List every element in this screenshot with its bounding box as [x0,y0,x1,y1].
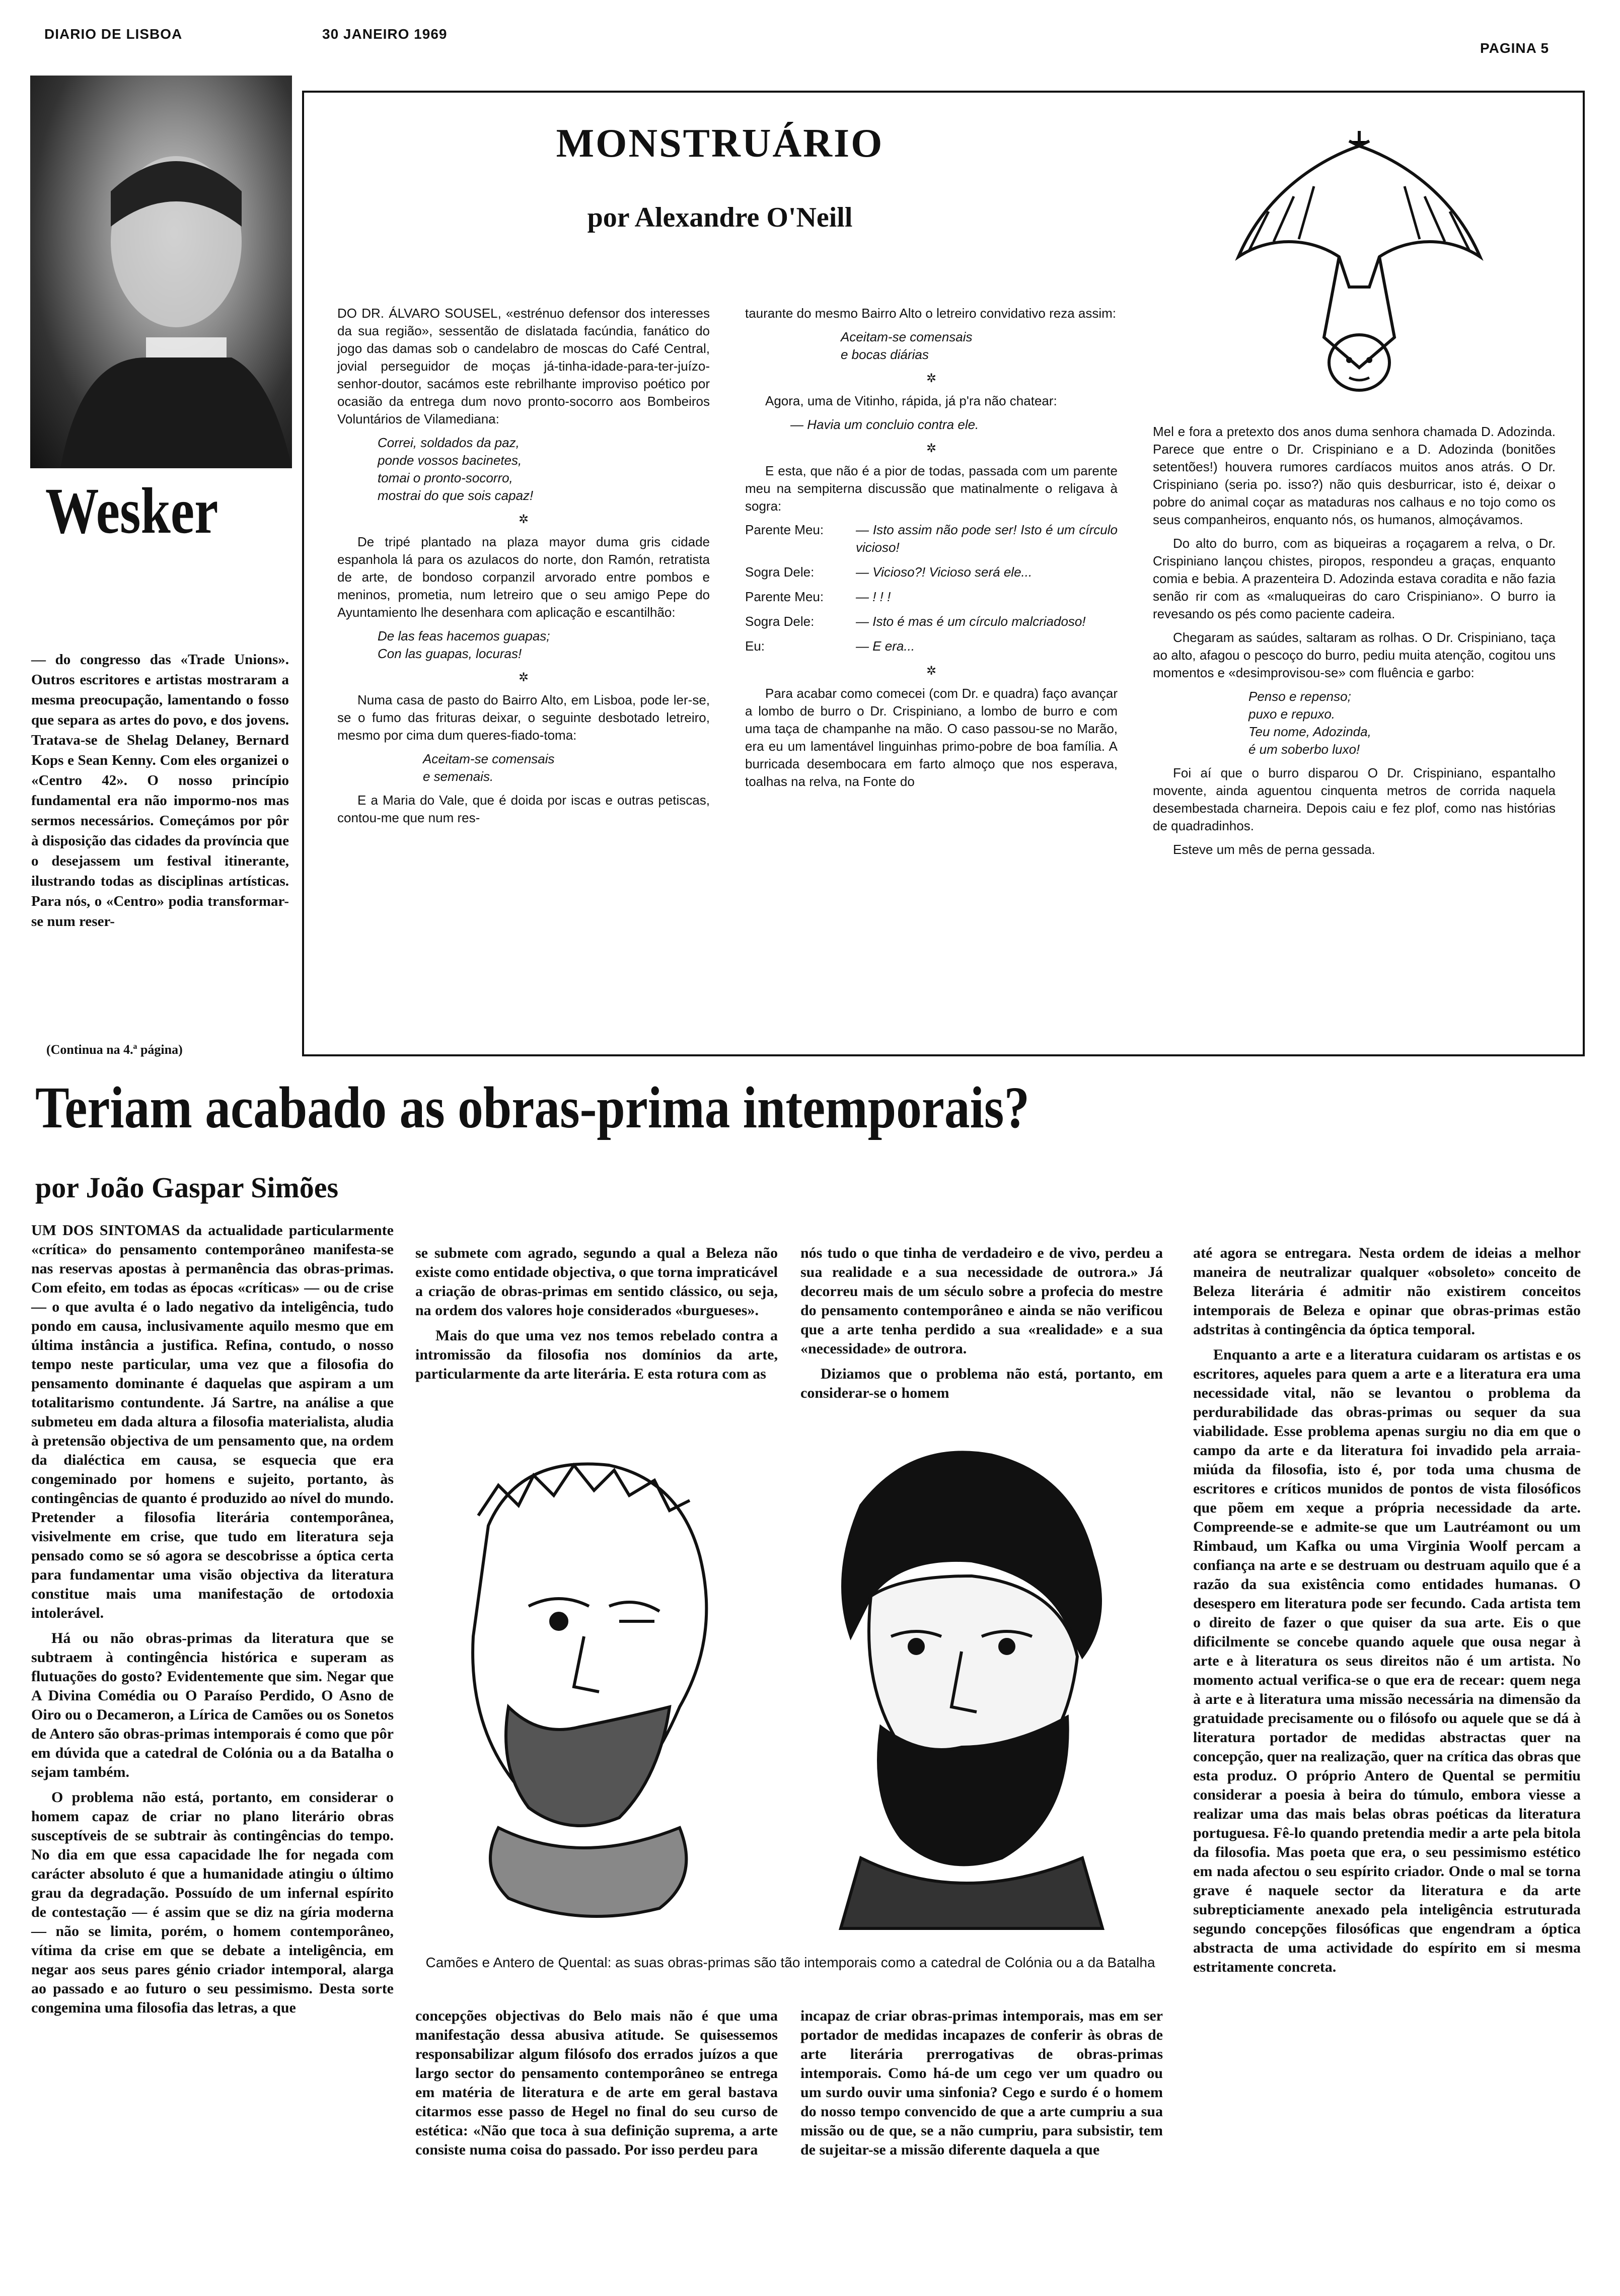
article-paragraph: até agora se entregara. Nesta ordem de ideias a melhor maneira de neutralizar qualquer «obsoleto» conceito de Beleza literária é admitir não existirem conceitos intemporais de Beleza e opinar que obras-primas estão adstritas à contingência da óptica temporal. [1193,1245,1581,1338]
dialogue-speaker: Parente Meu: [745,522,824,537]
antero-portrait [841,1452,1102,1928]
article-paragraph: se submete com agrado, segundo a qual a Beleza não existe como entidade objectiva, o que torna impraticável a criação de obras-primas em sentido clássico, ou seja, na ordem dos valores hoje considerados «burgueses». [415,1245,778,1319]
monstruario-col1 [337,305,710,833]
star-separator: ✲ [518,671,529,684]
article-paragraph: Mais do que uma vez nos temos rebelado contra a intromissão da filosofia nos domínios da arte, particularmente da arte literária. E esta rotura com as [415,1327,778,1382]
mon-c2-p2: Agora, uma de Vitinho, rápida, já p'ra não chatear: [765,393,1057,408]
monstruario-col3 [1153,423,1556,865]
dialogue-line [745,521,1118,556]
article-col1 [31,1221,394,2024]
dialogue-text: — Isto assim não pode ser! Isto é um círculo vicioso! [856,522,1118,555]
dialogue-line [745,563,1118,581]
dialogue-text: — Vicioso?! Vicioso será ele... [856,564,1033,580]
mon-c1-p4: E a Maria do Vale, que é doida por iscas e outras petiscas, contou-me que num res- [337,793,710,825]
mon-c1-verse3: Aceitam-se comensais e semenais. [423,751,555,784]
issue-date: 30 JANEIRO 1969 [322,26,448,42]
dialogue-text: — E era... [856,638,915,654]
article-col4 [1193,1244,1581,1983]
dialogue-line [745,613,1118,630]
mon-c1-p3: Numa casa de pasto do Bairro Alto, em Lisboa, pode ler-se, se o fumo das frituras deixar, o seguinte desbotado letreiro, mesmo por cima dum queres-fiado-toma: [337,692,710,743]
mon-c1-p1: DO DR. ÁLVARO SOUSEL, «estrénuo defensor dos interesses da sua região», sessentão de dislatada facúndia, fanático do jogo das damas sob o candelabro de moscas do Café Central, jovial perseguidor de moças já-tinha-idade-para-ter-juízo-senhor-doutor, sacámos este rebrilhante improviso poético por ocasião da entrega dum novo pronto-socorro aos Bombeiros Voluntários de Vilamediana: [337,306,710,426]
dialogue-speaker: Sogra Dele: [745,614,815,629]
star-separator: ✲ [926,372,937,385]
article-paragraph: incapaz de criar obras-primas intemporais, mas em ser portador de medidas incapazes de conferir às obras de arte literária prerrogativas de obras-primas intemporais. Como há-de um cego ver um quadro ou um surdo ouvir uma sinfonia? Cego e surdo é o homem do nosso tempo convencido de que a arte cumpriu a sua missão ou de que, se a não cumpriu, para subsistir, tem de sujeitar-se a missão diferente daquela a que [800,2007,1163,2158]
star-separator: ✲ [926,442,937,455]
mon-c3-p5: Esteve um mês de perna gessada. [1173,842,1375,857]
portraits-illustration [418,1425,1163,1949]
article-paragraph: O problema não está, portanto, em considerar o homem capaz de criar no plano literário obras susceptíveis de se subtrair às contingências do tempo. No dia em que essa capacidade lhe for negada com carácter absoluto é que a humanidade atingiu o último grau da degradação. Possuído de um infernal espírito de contestação — é assim que se diz na gíria moderna — não se limita, porém, o homem contemporâneo, vítima da crise em que se debate a inteligência, em negar aos seus pares génio criador intemporal, alarga ao passado e ao futuro o seu pessimismo. Desta sorte congemina uma filosofia das letras, a que [31,1789,394,2016]
dialogue-speaker: Eu: [745,638,765,654]
article-byline: por João Gaspar Simões [35,1171,339,1204]
mon-c2-verse1: Aceitam-se comensais e bocas diárias [841,329,973,362]
article-paragraph: UM DOS SINTOMAS da actualidade particularmente «crítica» do pensamento contemporâneo manifesta-se nas reservas apostas à permanência das obras-primas. Com efeito, em todas as épocas «críticas» — ou de crise — o que avulta é o lado negativo da inteligência, tudo pondo em causa, inclusivamente aquilo mesmo que em última instância a justifica. Refina, contudo, o nosso tempo neste particular, uma vez que a filosofia do pensamento dominante é daquelas que aspiram a um totalitarismo contundente. Já Sartre, na análise a que submeteu em dada altura a filosofia materialista, aludia à pretensão objectiva de um pensamento que, na ordem da dialéctica em causa, se esquecia que era congeminado por homens e sujeito, portanto, às contingências de quanto é produzido ao nível do mundo. Pretender a filosofia literária contemporânea, visivelmente em crise, que tudo em literatura seja pensado como se só agora se descobrisse a óptica certa para fundamentar uma visão objectiva da literatura constitue mais uma manifestação de ortodoxia intolerável. [31,1222,394,1621]
dialogue-line [745,588,1118,606]
article-headline: Teriam acabado as obras-prima intemporais? [35,1074,1030,1140]
mon-c2-p4: Para acabar como comecei (com Dr. e quadra) faço avançar a lombo de burro o Dr. Crispiniano, a lombo de burro e com uma taça de champanhe na mão. O caso passou-se no Marão, era eu um lamentável linguinhas primo-pobre de boa família. A burricada desembocara em farto almoço que nos esperava, toalhas na relva, na Fonte do [745,686,1118,789]
wesker-paragraph: — do congresso das «Trade Unions». Outros escritores e artistas mostraram a mesma preocupação, lamentando o fosso que separa as artes do povo, e dos jovens. Tratava-se de Shelag Delaney, Bernard Kops e Sean Kenny. Com eles organizei o «Centro 42». O nosso princípio fundamental era não impormo-nos mas sermos necessários. Começámos por pôr à disposição das cidades da província que o desejassem um festival itinerante, ilustrando todas as disciplinas artísticas. Para nós, o «Centro» podia transformar-se num reser- [31,652,289,929]
paper-name: DIARIO DE LISBOA [44,26,183,42]
camoes-antero-portraits-icon [418,1425,1163,1949]
mon-c2-verse2: — Havia um concluio contra ele. [790,417,979,432]
dialogue-speaker: Parente Meu: [745,589,824,604]
mon-c2-p3: E esta, que não é a pior de todas, passada com um parente meu na sempiterna discussão que matinalmente o religava à sogra: [745,463,1118,514]
page-number: PAGINA 5 [1480,40,1550,56]
article-col3 [800,1244,1163,1409]
wesker-photo [30,76,292,468]
article-col2-bottom [415,2006,778,2166]
angel-icon [1208,126,1510,408]
camoes-portrait [473,1464,706,1917]
article-col3-bottom [800,2006,1163,2166]
star-separator: ✲ [518,513,529,526]
dialogue-text: — ! ! ! [856,589,891,604]
mon-c3-p3: Chegaram as saúdes, saltaram as rolhas. O Dr. Crispiniano, taça ao alto, afagou o pescoço do burro, pediu muita atenção, cogitou uns momentos e «desimprovisou-se» com fluência e garbo: [1153,630,1556,680]
portraits-caption: Camões e Antero de Quental: as suas obras-primas são tão intemporais como a catedral de Colónia ou a da Batalha [425,1955,1155,1970]
monstruario-title: MONSTRUÁRIO [556,121,884,166]
mon-c3-verse: Penso e repenso; puxo e repuxo. Teu nome, Adozinda, é um soberbo luxo! [1248,689,1371,757]
mon-c3-p2: Do alto do burro, com as biqueiras a roçagarem a relva, o Dr. Crispiniano lançou chistes, piropos, respondeu a graças, enquanto comia e bebia. A prazenteira D. Adozinda estava coradita e não fazia senão rir com as «maluqueiras do caro Crispiniano». O burro ia revesando os pés como paciente cadeira. [1153,536,1556,621]
dialogue-text: — Isto é mas é um círculo malcriadoso! [856,614,1086,629]
monstruario-col2 [745,305,1118,797]
portrait-icon [30,76,292,468]
mon-c1-verse1: Correi, soldados da paz, ponde vossos bacinetes, tomai o pronto-socorro, mostrai do que sois capaz! [378,435,534,503]
mon-c2-p1: taurante do mesmo Bairro Alto o letreiro convidativo reza assim: [745,306,1117,321]
dialogue [745,521,1118,655]
mon-c3-p1: Mel e fora a pretexto dos anos duma senhora chamada D. Adozinda. Parece que entre o Dr. Crispiniano e a D. Adozinda (bonitões setentões!) houvera rumores cardíacos muitos anos atrás. O Dr. Crispiniano (seria po. isso?) não quis desburricar, isto é, deixar o pobre do animal coçar as mataduras nos calhaus e no tojo como os seus companheiros, enquanto nós, os humanos, almoçávamos. [1153,424,1556,527]
wesker-title: Wesker [45,475,218,547]
article-paragraph: nós tudo o que tinha de verdadeiro e de vivo, perdeu a sua realidade e a sua necessidade de outrora.» Já decorreu mais de um século sobre a profecia do mestre do pensamento contemporâneo e ainda se não verificou que a arte tenha perdido a sua «realidade» e a sua «necessidade» de outrora. [800,1245,1163,1357]
wesker-continued: (Continua na 4.ª página) [46,1042,183,1057]
article-paragraph: Enquanto a arte e a literatura cuidaram os artistas e os escritores, aqueles para quem a arte e a literatura era uma necessidade vital, não se levantou o problema da perdurabilidade das obras-primas ou sequer da sua viabilidade. Esse problema apenas surgiu no dia em que o campo da arte e da literatura foi invadido pela arraia-miúda da filosofia, isto é, por toda uma chusma de escritores e críticos munidos de pontos de vista filosóficos que põem em xeque a própria necessidade da arte. Compreende-se e admite-se que um Lautréamont ou um Rimbaud, um Kafka ou uma Virginia Woolf percam a confiança na arte e se destruam ou destruam aquilo que é a razão da sua existência como entidades humanas. O desespero em literatura pode ser fecundo. Cada artista tem o direito de fazer o que quiser da sua arte. Eis o que dificilmente se concebe quando aquele que ousa negar à arte e à literatura os seus direitos não é um artista. No momento actual verifica-se o que era de recear: quem nega à arte e à literatura uma missão necessária na dimensão da gratuidade precisamente ou o filósofo ou aquele que se dá à literatura portador de medidas abstractas quer na concepção, quer na realização, quer na crítica das obras que esta produz. O próprio Antero de Quental se permitiu considerar a poesia à beira do túmulo, embora viesse a realizar uma das mais belas obras poéticas da literatura portuguesa. Fê-lo quando pretendia medir a arte pela bitola da filosofia. Mas poeta que era, o seu pessimismo estético em nada afectou o seu espírito criador. Onde o mal se torna grave é naquele sector da literatura e da arte subrepticiamente anexado pela inteligência estruturada segundo concepções filosóficas que engendram a óptica abstracta de uma actividade do espírito em si mesma estritamente concreta. [1193,1346,1581,1975]
mon-c1-p2: De tripé plantado na plaza mayor duma gris cidade espanhola lá para os azulacos do norte, don Ramón, retratista de arte, de bondoso corpanzil arvorado entre pombos e meninos, prometia, num letreiro que o seu amigo Pepe do Ayuntamiento lhe desenhara com aplicação e escantilhão: [337,534,710,620]
angel-illustration [1208,126,1510,408]
article-paragraph: Há ou não obras-primas da literatura que se subtraem à contingência histórica e superam as flutuações do gosto? Evidentemente que sim. Negar que A Divina Comédia ou O Paraíso Perdido, O Asno de Oiro ou o Decameron, a Lírica de Camões ou os Sonetos de Antero são obras-primas intemporais é como que pôr em dúvida que a catedral de Colónia ou a da Batalha o sejam também. [31,1630,394,1780]
wesker-body [31,650,289,938]
mon-c3-p4: Foi aí que o burro disparou O Dr. Crispiniano, espantalho movente, ainda aguentou cinquenta metros de corrida naquela desembestada charneira. Depois caiu e fez plof, como nas histórias de quadradinhos. [1153,765,1556,833]
article-paragraph: Diziamos que o problema não está, portanto, em considerar-se o homem [800,1366,1163,1401]
article-col2 [415,1244,778,1390]
star-separator: ✲ [926,664,937,678]
mon-c1-verse2: De las feas hacemos guapas; Con las guapas, locuras! [378,628,550,661]
monstruario-byline: por Alexandre O'Neill [587,202,853,233]
dialogue-line [745,637,1118,655]
dialogue-speaker: Sogra Dele: [745,564,815,580]
article-paragraph: concepções objectivas do Belo mais não é que uma manifestação dessa abusiva atitude. Se quisessemos responsabilizar algum filósofo dos errados juízos a que largo sector do pensamento contemporâneo se entrega em matéria de literatura e de arte em geral bastava citarmos esse passo de Hegel no final do seu curso de estética: «Não que toca à sua definição suprema, a arte consiste numa coisa do passado. Por isso perdeu para [415,2007,778,2158]
